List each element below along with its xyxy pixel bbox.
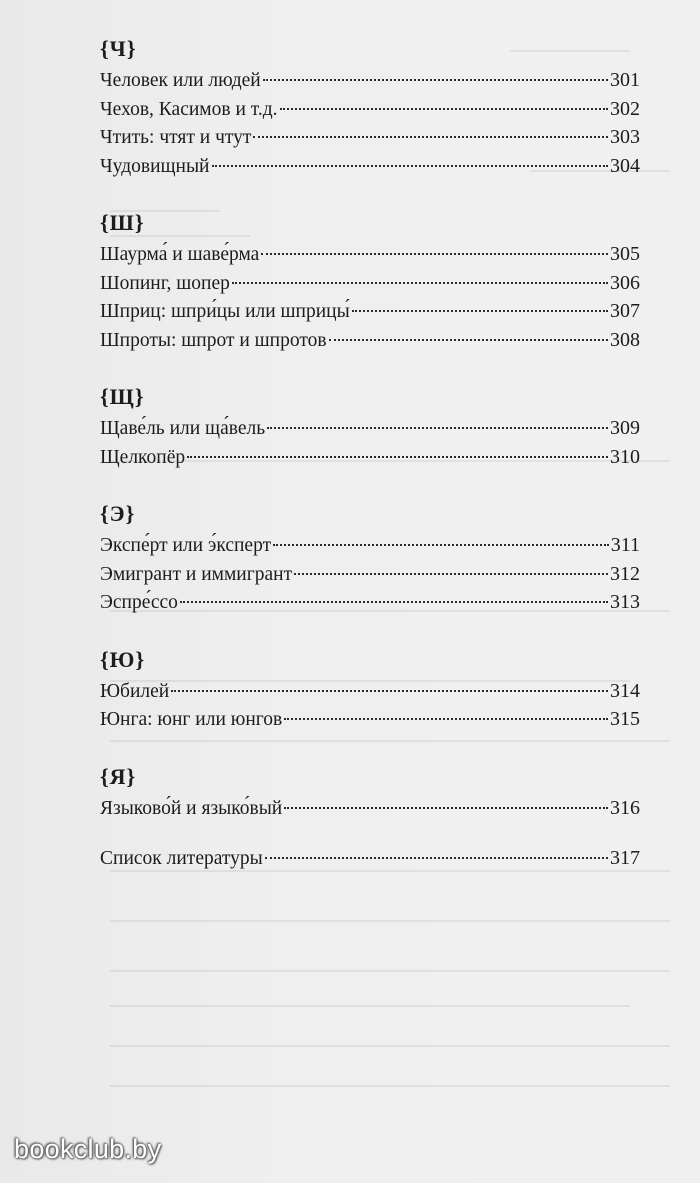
toc-entry [100,560,640,589]
entry-page: 314 [610,679,640,702]
entry-page: 306 [610,271,640,294]
toc-entry [100,531,640,560]
entry-page: 303 [610,126,640,148]
entry-page: 301 [610,69,640,91]
entry-page: 311 [610,534,640,556]
dot-leader [294,573,608,575]
dot-leader [280,108,609,110]
dot-leader [284,807,608,809]
dot-leader [261,253,608,255]
dot-leader [329,339,608,341]
section-letter: {Щ} [100,384,145,409]
section-letter: {Ш} [100,210,145,235]
toc-entry [100,66,640,95]
toc-entry [100,152,640,181]
entry-title: Юнга: юнг или юнгов [100,709,283,730]
entry-title: Человек или людей [100,70,261,91]
dot-leader [212,165,609,167]
entry-page: 313 [610,591,640,613]
toc-entry [100,123,640,152]
entry-title: Юбилей [100,680,170,702]
entry-page: 315 [610,708,640,730]
entry-title: Чудовищный [100,155,210,177]
dot-leader [265,857,608,859]
toc-entry [100,95,640,124]
table-of-contents [100,30,640,873]
entry-title: Шопинг, шопер [100,272,230,294]
toc-entry [100,443,640,472]
entry-page: 312 [610,562,640,585]
entry-page: 307 [610,300,640,322]
dot-leader [180,601,608,603]
toc-section [100,32,640,180]
entry-title: Шпроты: шпрот и шпротов [100,329,327,351]
entry-title: Список литературы [100,848,263,869]
entry-title: Шаурма́ и шаве́рма [100,244,260,265]
dot-leader [273,544,609,546]
toc-entry [100,794,640,823]
references-entry [100,844,640,873]
dot-leader [253,136,608,138]
dot-leader [352,310,608,312]
entry-title: Эспре́ссо [100,592,178,613]
toc-entry [100,326,640,355]
section-letter: {Ч} [100,36,137,61]
toc-section [100,497,640,617]
entry-title: Щелкопёр [100,446,186,468]
entry-page: 302 [610,97,640,120]
toc-entry [100,677,640,706]
toc-section [100,206,640,354]
entry-title: Шприц: шпри́цы или шприцы́ [100,301,350,322]
dot-leader [267,427,608,429]
dot-leader [232,282,608,284]
toc-entry [100,269,640,298]
entry-page: 309 [610,417,640,439]
section-letter: {Ю} [100,646,146,672]
entry-title: Чтить: чтят и чтут [100,127,252,148]
entry-page: 310 [610,445,640,468]
dot-leader [171,690,608,692]
toc-section [100,380,640,471]
toc-entry [100,240,640,269]
section-letter: {Э} [100,501,136,526]
toc-entry [100,588,640,617]
toc-section [100,643,640,734]
dot-leader [187,456,608,458]
entry-title: Языково́й и языко́вый [100,797,283,819]
entry-page: 304 [610,154,640,177]
toc-entry [100,705,640,734]
site-watermark: bookclub.by [14,1134,162,1164]
dot-leader [284,718,608,720]
entry-title: Щаве́ль или ща́вель [100,418,266,439]
entry-page: 316 [610,796,640,819]
dot-leader [263,79,608,81]
entry-title: Экспе́рт или э́ксперт [100,535,272,556]
toc-entry [100,414,640,443]
toc-entry [100,297,640,326]
entry-title: Эмигрант и иммигрант [100,563,293,585]
entry-page: 317 [610,847,640,869]
toc-section [100,760,640,823]
section-letter: {Я} [100,763,137,789]
entry-title: Чехов, Касимов и т.д. [100,98,278,120]
entry-page: 308 [610,328,640,351]
entry-page: 305 [610,243,640,265]
